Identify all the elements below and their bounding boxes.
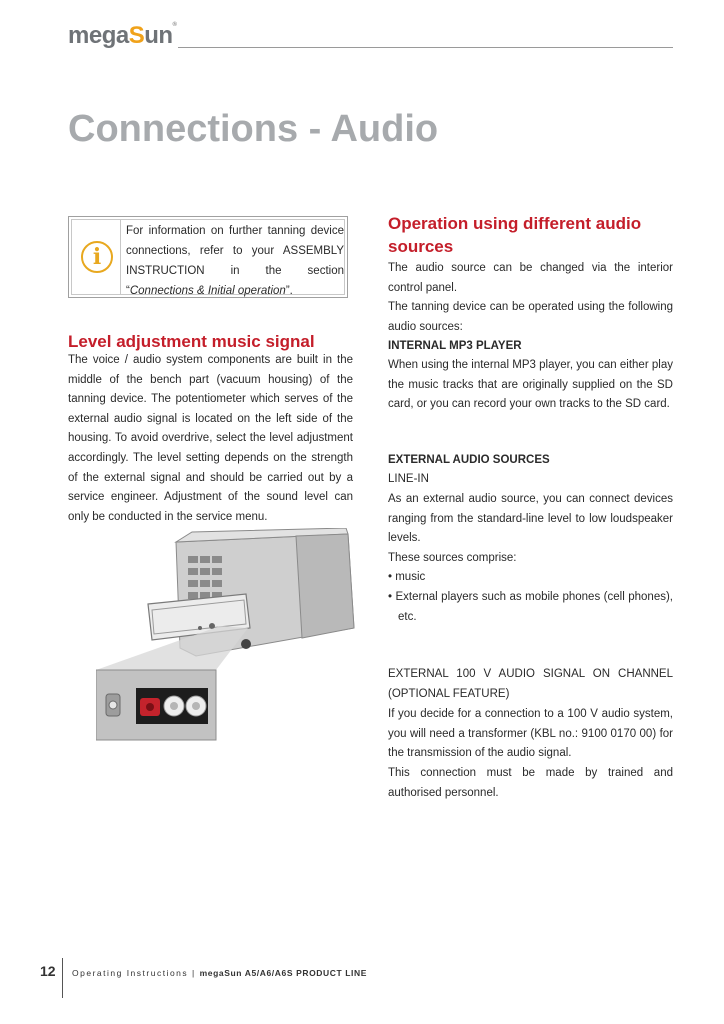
level-adjustment-body: The voice / audio system components are built in the middle of the bench part (vacuum housing) of the tanning device. The potentiometer which serves of the external audio signal is located on the left side of the housing. To avoid overdrive, select the level adjustment accordingly. The level setting depends on the strength of the external signal and should be carried out by a service engineer. Adjustment of the sound level can only be conducted in the service menu.: [68, 354, 353, 523]
logo-letter-s: S: [128, 22, 145, 49]
logo-text-un: un: [144, 22, 173, 49]
operation-heading: Operation using different audio sources: [388, 214, 642, 256]
info-text-end: ”.: [285, 285, 293, 297]
info-text-main: For information on further tanning device connections, refer to your ASSEMBLY INSTRUCTION in the section “: [126, 225, 344, 297]
page-title: Connections - Audio: [68, 108, 439, 150]
v100-body-2: This connection must be made by trained and authorised personnel.: [388, 767, 673, 799]
logo-registered-mark: ®: [172, 22, 177, 28]
info-box-inner: [71, 219, 345, 295]
info-box: [68, 216, 348, 298]
v100-body-1: If you decide for a connection to a 100 V audio system, you will need a transformer (KBL no.: 9100 0170 00) for the transmission of the audio signal.: [388, 708, 673, 760]
sources-comprise-label: These sources comprise:: [388, 552, 517, 564]
connector-panel-closeup: [96, 670, 216, 740]
header-rule: [178, 47, 673, 48]
level-adjustment-heading: Level adjustment music signal: [68, 332, 315, 351]
info-text-reference: Connections & Initial operation: [129, 285, 286, 297]
info-icon: i: [81, 241, 113, 273]
bullet-item-music: • music: [388, 571, 426, 583]
bullet-item-external-players: • External players such as mobile phones (cell phones), etc.: [388, 591, 673, 623]
operation-intro-1: The audio source can be changed via the interior control panel.: [388, 262, 673, 294]
external-sources-heading: EXTERNAL AUDIO SOURCES: [388, 454, 550, 466]
footer-rule: [62, 958, 63, 998]
operation-intro-2: The tanning device can be operated using the following audio sources:: [388, 301, 673, 333]
external-sources-body: As an external audio source, you can connect devices ranging from the standard-line level to low loudspeaker levels.: [388, 493, 673, 545]
logo-text-mega: mega: [68, 22, 129, 49]
megasun-logo: [68, 22, 176, 50]
page-number: 12: [40, 963, 56, 979]
mp3-player-heading: INTERNAL MP3 PLAYER: [388, 340, 522, 352]
v100-heading: EXTERNAL 100 V AUDIO SIGNAL ON CHANNEL (OPTIONAL FEATURE): [388, 668, 673, 700]
footer-label: [72, 968, 367, 978]
info-icon-cell: [72, 220, 121, 294]
device-housing-illustration: [148, 528, 354, 656]
footer-product-line: megaSun A5/A6/A6S PRODUCT LINE: [199, 968, 368, 978]
info-box-text: [126, 221, 344, 301]
footer-doc-type: Operating Instructions |: [72, 968, 196, 978]
mp3-player-body: When using the internal MP3 player, you can either play the music tracks that are originally supplied on the SD card, or you can record your own tracks to the SD card.: [388, 359, 673, 411]
line-in-label: LINE-IN: [388, 473, 429, 485]
audio-connection-diagram: [96, 528, 360, 750]
